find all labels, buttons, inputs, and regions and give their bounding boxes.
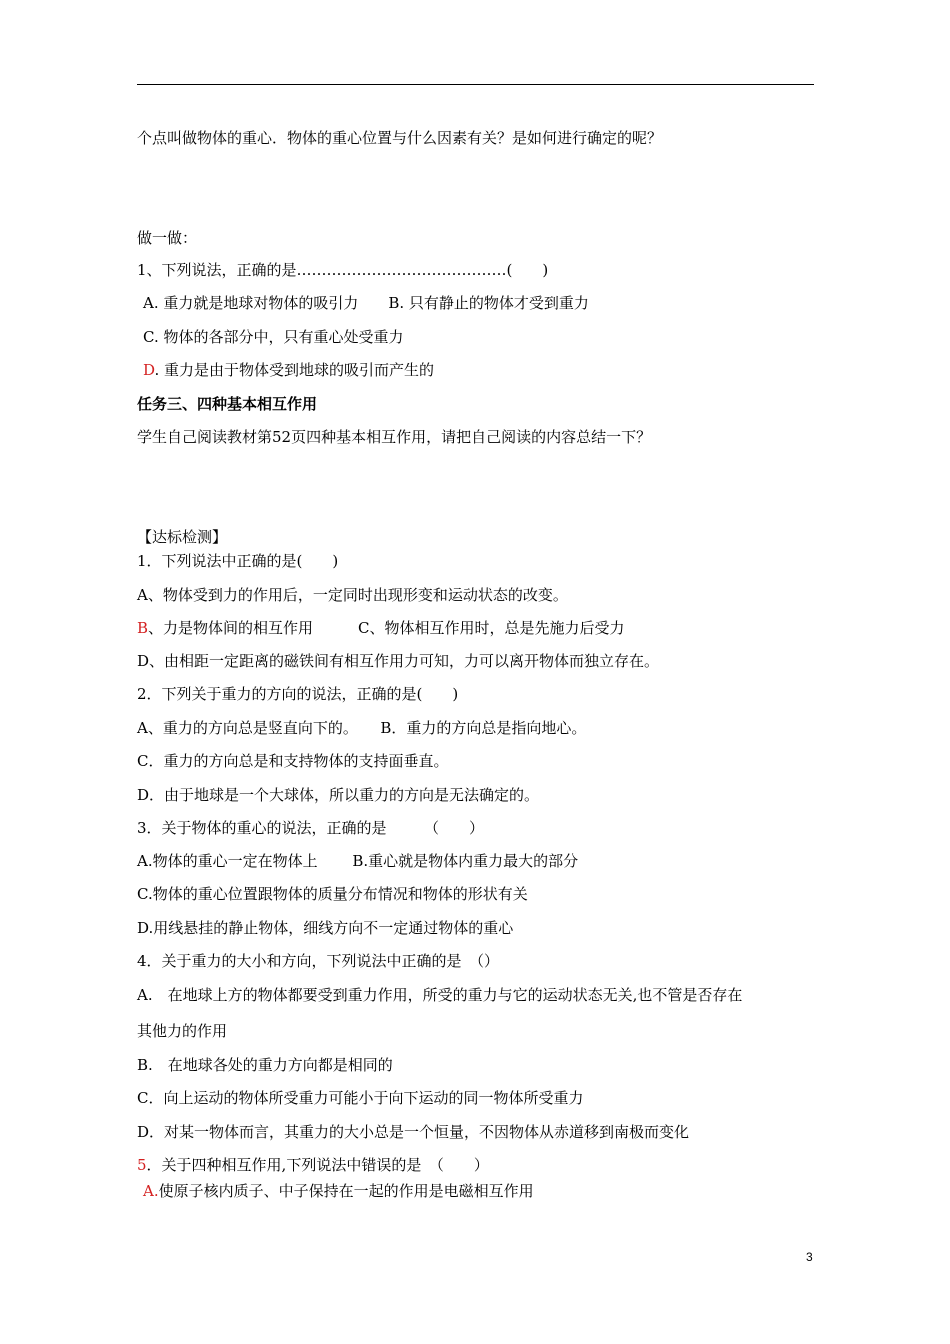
intro-text: 个点叫做物体的重心．物体的重心位置与什么因素有关？是如何进行确定的呢？ (137, 129, 663, 147)
check-q5-option-a (143, 1181, 534, 1201)
check-q2-option-c: C．重力的方向总是和支持物体的支持面垂直。 (137, 752, 449, 770)
check-q4-option-b: B. 在地球各处的重力方向都是相同的 (137, 1056, 393, 1074)
check-q3-option-ab: A.物体的重心一定在物体上 B.重心就是物体内重力最大的部分 (137, 852, 579, 870)
check-heading: 【达标检测】 (137, 528, 228, 546)
check-q2: 2．下列关于重力的方向的说法，正确的是( ) (137, 685, 459, 703)
check-q4-option-a-line2: 其他力的作用 (137, 1022, 228, 1040)
do-it-option-c: C. 物体的各部分中，只有重心处受重力 (143, 328, 404, 346)
header-rule (137, 84, 814, 85)
check-q1-option-a: A、物体受到力的作用后，一定同时出现形变和运动状态的改变。 (137, 586, 568, 604)
check-q2-option-ab: A、重力的方向总是竖直向下的。 B．重力的方向总是指向地心。 (137, 719, 587, 737)
check-q2-option-d: D．由于地球是一个大球体，所以重力的方向是无法确定的。 (137, 786, 540, 804)
page-number: 3 (806, 1250, 813, 1264)
check-q4-option-d: D．对某一物体而言，其重力的大小总是一个恒量，不因物体从赤道移到南极而变化 (137, 1123, 690, 1141)
option-d-text: . 重力是由于物体受到地球的吸引而产生的 (154, 361, 435, 379)
do-it-option-ab: A. 重力就是地球对物体的吸引力 B. 只有静止的物体才受到重力 (143, 294, 589, 312)
do-it-question-1: 1、下列说法，正确的是……………………………………( ) (137, 261, 549, 279)
check-q4-option-c: C．向上运动的物体所受重力可能小于向下运动的同一物体所受重力 (137, 1089, 584, 1107)
check-q3-option-d: D.用线悬挂的静止物体，细线方向不一定通过物体的重心 (137, 919, 514, 937)
check-q1-option-bc (137, 618, 625, 638)
task3-prompt: 学生自己阅读教材第52页四种基本相互作用，请把自己阅读的内容总结一下？ (137, 428, 652, 446)
check-q1: 1．下列说法中正确的是( ) (137, 552, 339, 570)
q5-number: 5 (137, 1156, 147, 1174)
do-it-heading: 做一做： (137, 229, 198, 247)
check-q4: 4．关于重力的大小和方向，下列说法中正确的是 （） (137, 952, 500, 970)
check-q1-option-d: D、由相距一定距离的磁铁间有相互作用力可知，力可以离开物体而独立存在。 (137, 652, 660, 670)
q1-b-text: 、力是物体间的相互作用 C、物体相互作用时，总是先施力后受力 (148, 619, 625, 637)
check-q4-option-a-line1: A. 在地球上方的物体都要受到重力作用，所受的重力与它的运动状态无关,也不管是否存在 (137, 986, 743, 1004)
check-q3: 3．关于物体的重心的说法，正确的是 （ ） (137, 819, 485, 837)
check-q5 (137, 1155, 489, 1175)
q1-b-letter: B (137, 619, 149, 637)
q5-a-text: 使原子核内质子、中子保持在一起的作用是电磁相互作用 (158, 1182, 534, 1200)
check-q3-option-c: C.物体的重心位置跟物体的质量分布情况和物体的形状有关 (137, 885, 528, 903)
q5-a-letter: A. (143, 1182, 159, 1200)
do-it-option-d (143, 360, 434, 380)
task3-title: 任务三、四种基本相互作用 (137, 395, 318, 413)
q5-text: ．关于四种相互作用,下列说法中错误的是 （ ） (146, 1156, 489, 1174)
option-d-letter: D (143, 361, 155, 379)
